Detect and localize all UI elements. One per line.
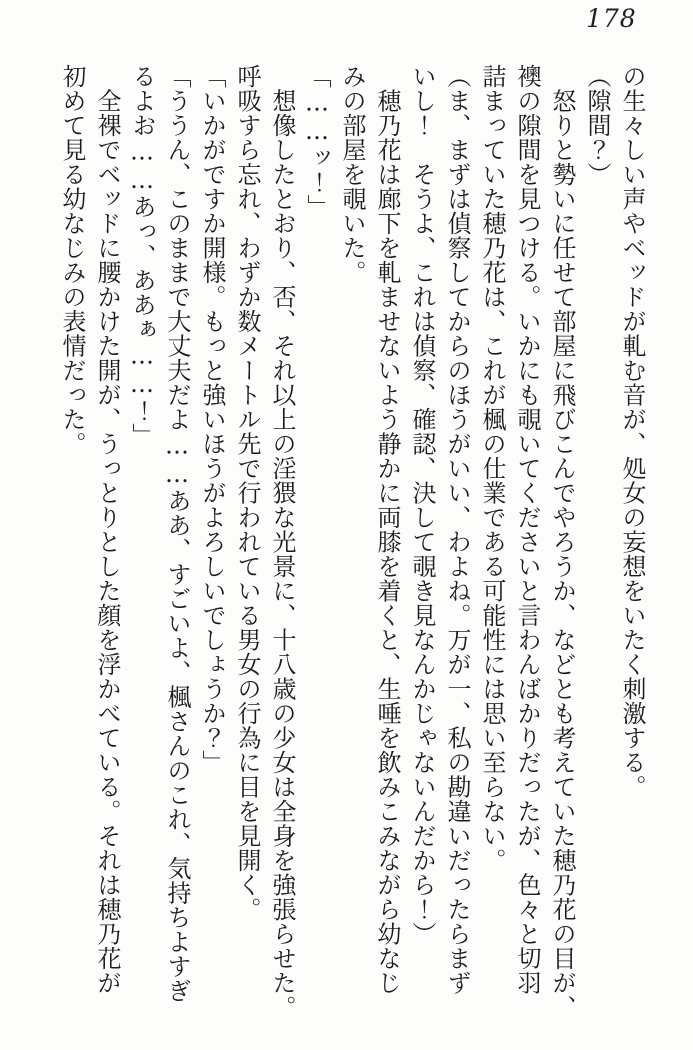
paragraph [54, 64, 124, 1020]
text-line: 穂乃花は廊下を軋ませないよう静かに両膝を着くと、生唾を飲みこみながら幼なじ [373, 64, 401, 995]
paragraph [614, 64, 649, 1020]
text-line: の生々しい声やベッドが軋む音が、処女の妄想をいたく刺激する。 [618, 64, 646, 799]
paragraph [124, 64, 194, 1020]
text-line: るよお……あっ、ああぁ……！」 [128, 64, 156, 448]
text-line: 呼吸すら忘れ、わずか数メートル先で行われている男女の行為に目を見開く。 [233, 64, 261, 922]
page-text [54, 64, 649, 1020]
text-line: 初めて見る幼なじみの表情だった。 [58, 64, 86, 456]
paragraph [229, 64, 299, 1020]
text-line: 怒りと勢いに任せて部屋に飛びこんでやろうか、などとも考えていた穂乃花の目が、 [548, 64, 576, 1020]
text-line: いし！ そうよ、これは偵察、確認、決して覗き見なんかじゃないんだから！） [408, 64, 436, 946]
text-line: 「……ッ！」 [303, 64, 331, 219]
paragraph [299, 64, 334, 1020]
text-line: 「ううん、このままで大丈夫だよ……ああ、すごいよ、楓さんのこれ、気持ちよすぎ [163, 64, 191, 1003]
text-line: 「いかがですか開様。もっと強いほうがよろしいでしょうか？」 [198, 64, 226, 775]
paragraph [334, 64, 404, 1020]
paragraph [579, 64, 614, 1020]
text-line: （ま、まずは偵察してからのほうがいい、わよね。万が一、私の勘違いだったらまず [443, 64, 471, 995]
paragraph [404, 64, 474, 1020]
text-line: 詰まっていた穂乃花は、これが楓の仕業である可能性には思い至らない。 [478, 64, 506, 873]
page-number: 178 [586, 4, 637, 33]
paragraph [194, 64, 229, 1020]
text-line: 想像したとおり、否、それ以上の淫猥な光景に、十八歳の少女は全身を強張らせた。 [268, 64, 296, 1020]
text-line: （隙間？） [583, 64, 611, 187]
text-line: 全裸でベッドに腰かけた開が、うっとりとした顔を浮かべている。それは穂乃花が [93, 64, 121, 995]
text-line: 襖の隙間を見つける。いかにも覗いてくださいと言わんばかりだったが、色々と切羽 [513, 64, 541, 995]
text-line: みの部屋を覗いた。 [338, 64, 366, 285]
paragraph [474, 64, 579, 1020]
